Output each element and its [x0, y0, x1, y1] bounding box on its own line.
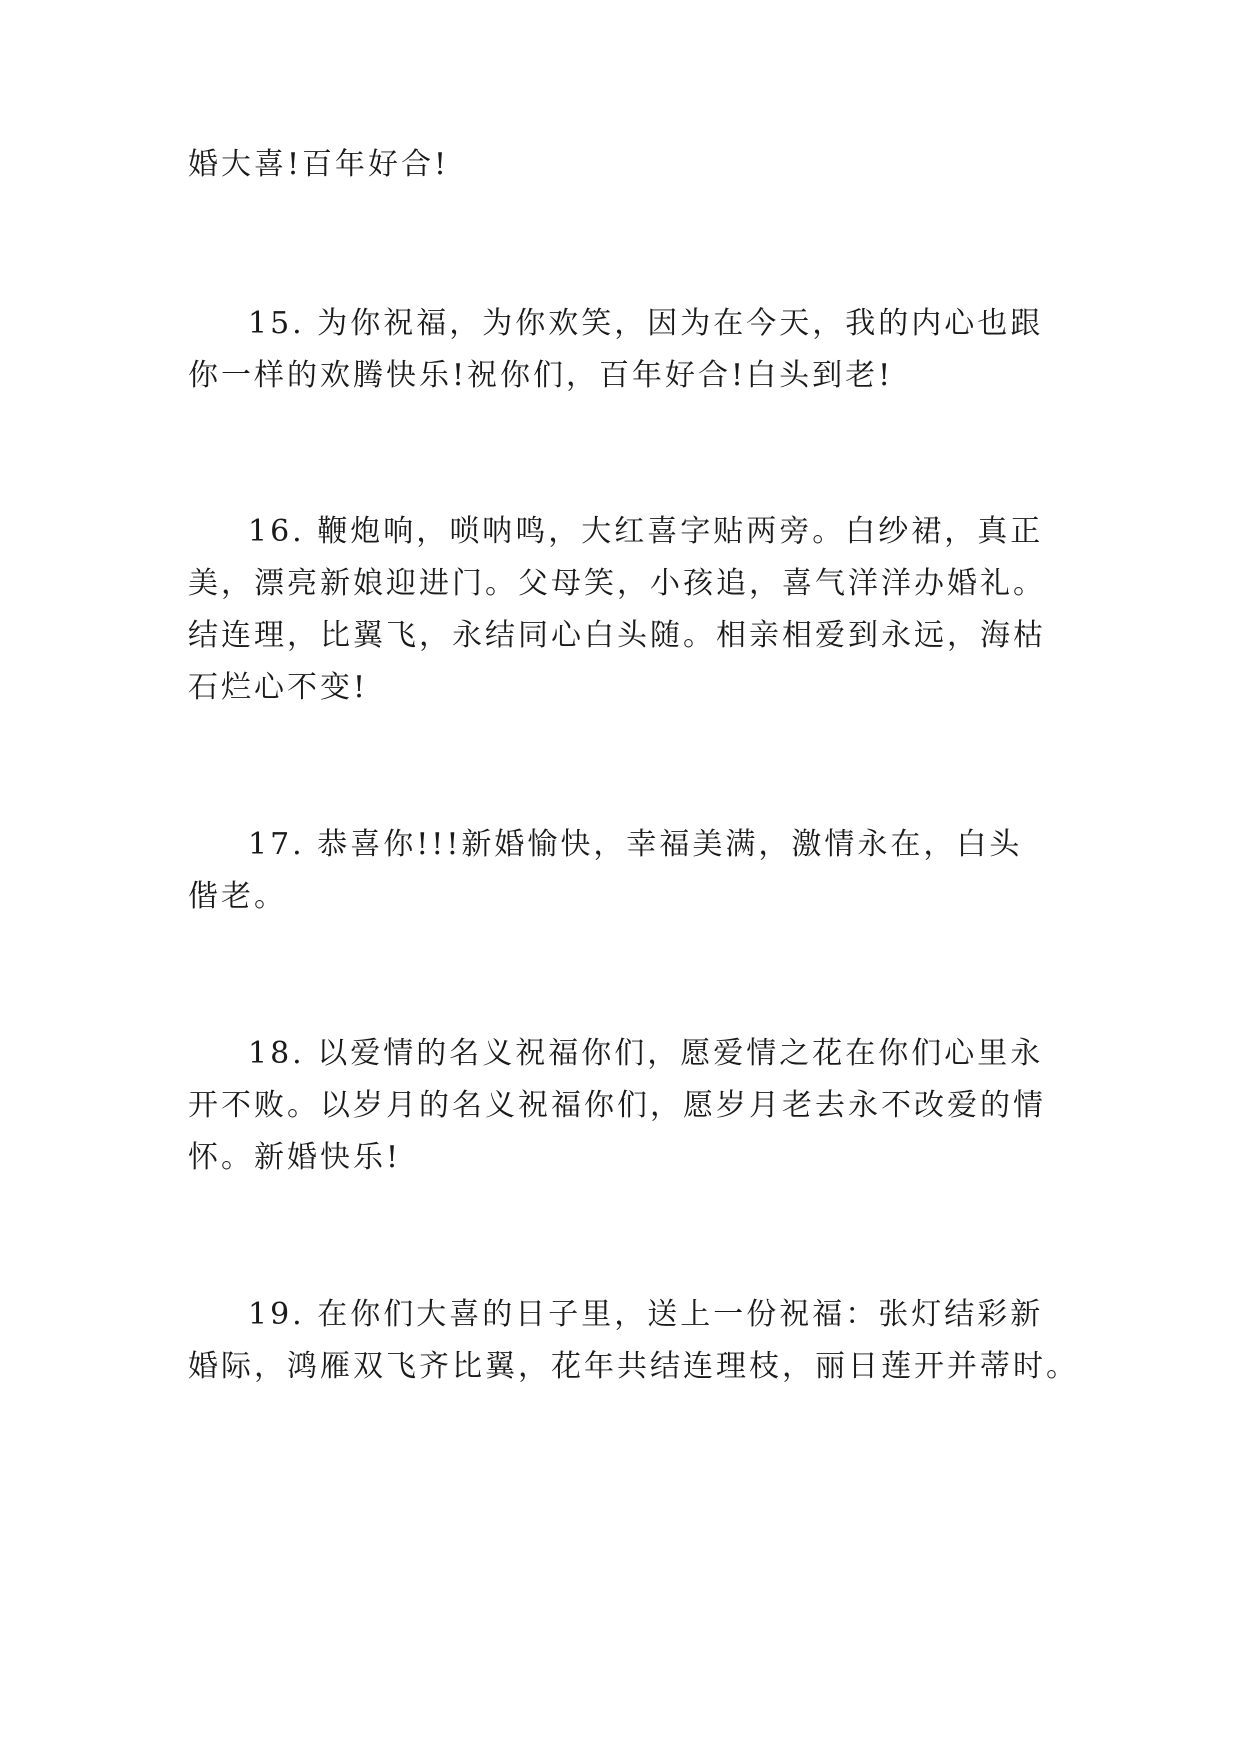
item-18-line-2: 开不败。以岁月的名义祝福你们，愿岁月老去永不改爱的情: [188, 1088, 1046, 1123]
item-18-line-1: 18. 以爱情的名义祝福你们，愿爱情之花在你们心里永: [248, 1036, 1044, 1071]
item-16-line-2: 美，漂亮新娘迎进门。父母笑，小孩追，喜气洋洋办婚礼。: [188, 566, 1046, 601]
item-18-line-3: 怀。新婚快乐!: [188, 1140, 402, 1175]
item-19-line-1: 19. 在你们大喜的日子里，送上一份祝福：张灯结彩新: [248, 1297, 1044, 1332]
item-16-line-4: 石烂心不变!: [188, 670, 369, 705]
item-15-line-1: 15. 为你祝福，为你欢笑，因为在今天，我的内心也跟: [248, 306, 1044, 341]
item-16-line-1: 16. 鞭炮响，唢呐鸣，大红喜字贴两旁。白纱裙，真正: [248, 514, 1044, 549]
item-19-line-2: 婚际，鸿雁双飞齐比翼，花年共结连理枝，丽日莲开并蒂时。: [188, 1349, 1079, 1384]
item-16-line-3: 结连理，比翼飞，永结同心白头随。相亲相爱到永远，海枯: [188, 618, 1046, 653]
fragment-line: 婚大喜!百年好合!: [188, 147, 450, 182]
item-17-line-1: 17. 恭喜你!!!新婚愉快，幸福美满，激情永在，白头: [248, 827, 1023, 862]
item-17-line-2: 偕老。: [188, 879, 287, 914]
item-15-line-2: 你一样的欢腾快乐!祝你们，百年好合!白头到老!: [188, 358, 894, 393]
